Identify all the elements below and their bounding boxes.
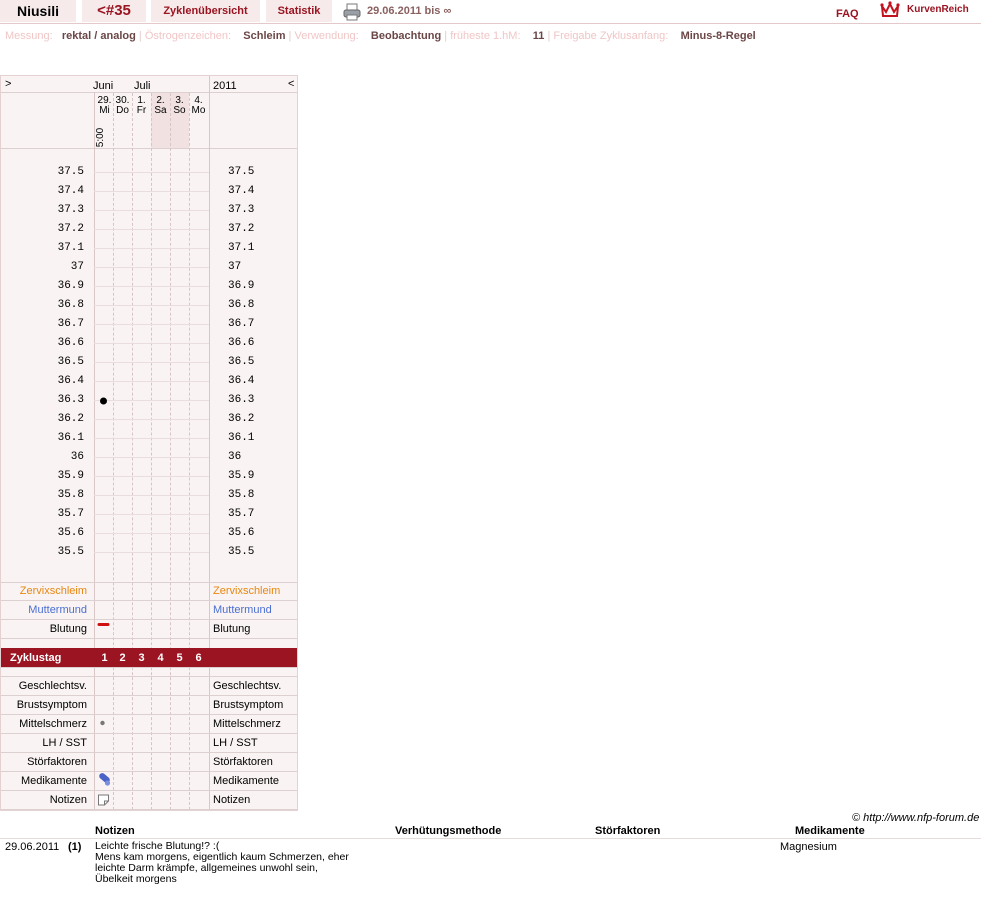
measurement-time: 5:00 — [95, 127, 107, 148]
row-medication-label: Medikamente — [20, 775, 87, 787]
previous-cycle-button[interactable]: <#35 — [82, 0, 146, 22]
row-notes-label-right: Notizen — [213, 794, 251, 806]
separator: | — [547, 30, 551, 42]
cycle-day-number[interactable]: 4 — [157, 652, 164, 664]
cycle-day-number[interactable]: 1 — [101, 652, 108, 664]
temp-axis-label-right: 35.8 — [228, 489, 255, 501]
cycle-day-number[interactable]: 2 — [119, 652, 126, 664]
row-lh-test-label: LH / SST — [42, 737, 87, 749]
row-cervix-position-label-right: Muttermund — [213, 604, 272, 616]
row-lh-test-label-right: LH / SST — [213, 737, 258, 749]
crown-icon — [880, 1, 900, 19]
temp-axis-label-right: 37.1 — [228, 242, 255, 254]
row-bleeding-label-right: Blutung — [213, 623, 251, 635]
temp-axis-label-right: 35.7 — [228, 508, 255, 520]
row-cervical-mucus-label-right: Zervixschleim — [213, 585, 281, 597]
cycle-day-label: Zyklustag — [10, 652, 62, 664]
temp-axis-label-left: 36.6 — [57, 337, 84, 349]
temp-axis-label-right: 36.7 — [228, 318, 255, 330]
col-notes-header: Notizen — [95, 825, 135, 837]
tab-cycle-overview[interactable]: Zyklenübersicht — [151, 0, 260, 22]
temp-axis-label-left: 35.5 — [57, 546, 84, 558]
day-weekday: So — [173, 105, 186, 116]
entry-medication: Magnesium — [780, 841, 837, 853]
estrogen-value: Schleim — [243, 30, 286, 42]
col-disturb-header: Störfaktoren — [595, 825, 661, 837]
temp-axis-label-left: 36.4 — [57, 375, 84, 387]
temperature-point[interactable] — [100, 398, 107, 405]
row-breast-symptom-label-right: Brustsymptom — [213, 699, 284, 711]
brand-logo[interactable]: KurvenReich — [907, 4, 969, 15]
estrogen-label: Östrogenzeichen: — [144, 30, 232, 42]
date-range: 29.06.2011 bis ∞ — [367, 5, 452, 17]
copyright[interactable]: © http://www.nfp-forum.de — [852, 812, 980, 824]
mittelschmerz-mark[interactable] — [100, 721, 104, 725]
temp-axis-label-right: 37 — [228, 261, 242, 273]
day-number: 2. — [156, 95, 165, 106]
temp-axis-label-left: 37.2 — [57, 223, 84, 235]
temp-axis-label-right: 35.9 — [228, 470, 255, 482]
pill-icon[interactable] — [98, 772, 111, 786]
temp-axis-label-right: 35.6 — [228, 527, 255, 539]
temp-axis-label-right: 37.3 — [228, 204, 255, 216]
row-mittelschmerz-label: Mittelschmerz — [19, 718, 87, 730]
day-weekday: Do — [116, 105, 129, 116]
temp-axis-label-left: 36.1 — [57, 432, 84, 444]
temp-axis-label-left: 35.9 — [57, 470, 84, 482]
note-line: leichte Darm krämpfe, allgemeines unwohl sein, — [95, 862, 318, 874]
day-weekday: Mo — [191, 105, 206, 116]
day-weekday: Sa — [154, 105, 167, 116]
col-meds-header: Medikamente — [795, 825, 865, 837]
cycle-day-number[interactable]: 3 — [138, 652, 145, 664]
separator: | — [288, 30, 292, 42]
row-mittelschmerz-label-right: Mittelschmerz — [213, 718, 281, 730]
day-number: 30. — [115, 95, 130, 106]
row-disturbances-label-right: Störfaktoren — [213, 756, 273, 768]
row-cervical-mucus-label: Zervixschleim — [19, 585, 87, 597]
day-number: 29. — [97, 95, 112, 106]
note-icon[interactable] — [99, 795, 109, 805]
temp-axis-label-left: 36 — [70, 451, 84, 463]
entry-date: 29.06.2011 — [5, 841, 60, 853]
temp-axis-label-left: 36.3 — [57, 394, 84, 406]
temp-axis-label-left: 37.5 — [57, 166, 84, 178]
temp-axis-label-left: 36.7 — [57, 318, 84, 330]
temp-axis-label-right: 36.5 — [228, 356, 255, 368]
row-intercourse-label: Geschlechtsv. — [18, 680, 87, 692]
temperature-plot — [0, 0, 300, 820]
row-breast-symptom-label: Brustsymptom — [16, 699, 87, 711]
temp-axis-label-left: 36.2 — [57, 413, 84, 425]
temp-axis-label-left: 36.9 — [57, 280, 84, 292]
temp-axis-label-left: 36.8 — [57, 299, 84, 311]
temp-axis-label-left: 37.1 — [57, 242, 84, 254]
bleeding-mark[interactable] — [98, 623, 110, 626]
faq-link[interactable]: FAQ — [836, 8, 859, 20]
cycle-day-number[interactable]: 6 — [195, 652, 202, 664]
temp-axis-label-right: 36.6 — [228, 337, 255, 349]
temp-axis-label-right: 36.4 — [228, 375, 255, 387]
printer-icon[interactable] — [343, 3, 361, 21]
row-medication-label-right: Medikamente — [213, 775, 280, 787]
temp-axis-label-left: 37.3 — [57, 204, 84, 216]
measure-value: rektal / analog — [61, 30, 136, 42]
temp-axis-label-right: 36.8 — [228, 299, 255, 311]
col-method-header: Verhütungsmethode — [395, 825, 502, 837]
temp-axis-label-right: 35.5 — [228, 546, 255, 558]
user-name: Niusili — [0, 0, 76, 22]
day-weekday: Fr — [136, 105, 147, 116]
temp-axis-label-right: 36 — [228, 451, 242, 463]
row-bleeding-label: Blutung — [49, 623, 87, 635]
temp-axis-label-left: 36.5 — [57, 356, 84, 368]
day-number: 3. — [175, 95, 184, 106]
use-value: Beobachtung — [370, 30, 442, 42]
month-label: Juli — [134, 80, 151, 92]
temp-axis-label-right: 37.2 — [228, 223, 255, 235]
temp-axis-label-left: 35.6 — [57, 527, 84, 539]
row-cervix-position-label: Muttermund — [28, 604, 87, 616]
temp-axis-label-right: 36.3 — [228, 394, 255, 406]
temp-axis-label-left: 35.8 — [57, 489, 84, 501]
cycle-day-number[interactable]: 5 — [176, 652, 183, 664]
row-notes-label: Notizen — [49, 794, 87, 806]
entry-note — [95, 841, 349, 885]
release-label: Freigabe Zyklusanfang: — [553, 30, 669, 42]
temp-axis-label-left: 37 — [70, 261, 84, 273]
temp-axis-label-right: 36.2 — [228, 413, 255, 425]
measure-label: Messung: — [5, 30, 53, 42]
note-line: Übelkeit morgens — [95, 873, 177, 885]
temp-axis-label-right: 37.5 — [228, 166, 255, 178]
temp-axis-label-left: 35.7 — [57, 508, 84, 520]
earliest-value: 11 — [532, 30, 545, 42]
chart-prev-button[interactable]: > — [5, 78, 12, 90]
earliest-label: früheste 1.hM: — [450, 30, 521, 42]
tab-statistics[interactable]: Statistik — [266, 0, 332, 22]
row-disturbances-label: Störfaktoren — [27, 756, 87, 768]
release-value: Minus-8-Regel — [680, 30, 756, 42]
separator: | — [138, 30, 142, 42]
temp-axis-label-right: 36.1 — [228, 432, 255, 444]
row-intercourse-label-right: Geschlechtsv. — [213, 680, 282, 692]
use-label: Verwendung: — [294, 30, 359, 42]
day-number: 1. — [137, 95, 146, 106]
temp-axis-label-left: 37.4 — [57, 185, 84, 197]
month-label: Juni — [93, 80, 114, 92]
entry-cycle-day: (1) — [68, 841, 82, 853]
year-label: 2011 — [213, 80, 237, 92]
note-line: Mens kam morgens, eigentlich kaum Schmerzen, eher — [95, 851, 349, 863]
separator: | — [444, 30, 448, 42]
day-weekday: Mi — [99, 105, 110, 116]
note-line: Leichte frische Blutung!? :( — [95, 840, 220, 852]
chart-next-button[interactable]: < — [288, 78, 295, 90]
day-number: 4. — [194, 95, 203, 106]
temp-axis-label-right: 36.9 — [228, 280, 255, 292]
divider — [0, 838, 981, 839]
temp-axis-label-right: 37.4 — [228, 185, 255, 197]
